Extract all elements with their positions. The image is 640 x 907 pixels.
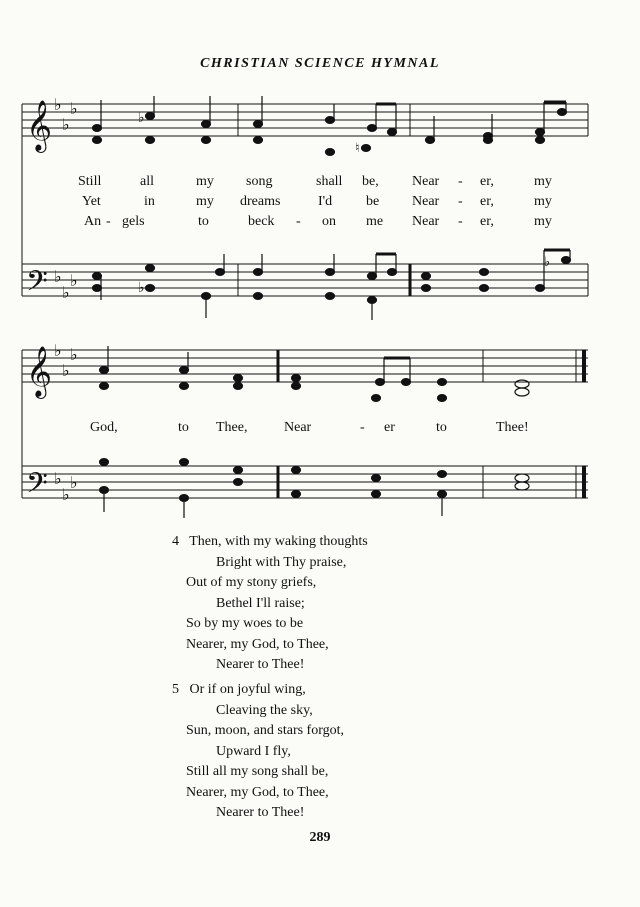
svg-text:♭: ♭ bbox=[54, 341, 62, 360]
lyric-word: beck bbox=[248, 214, 275, 229]
lyric-word: - bbox=[458, 174, 463, 189]
verse-line: Sun, moon, and stars forgot, bbox=[186, 723, 345, 738]
verse-line: Still all my song shall be, bbox=[186, 764, 329, 779]
svg-text:♭: ♭ bbox=[70, 473, 78, 492]
bass-clef-icon: 𝄢 bbox=[26, 265, 48, 305]
treble-clef-icon: 𝄞 bbox=[26, 100, 53, 151]
verse-line: Nearer, my God, to Thee, bbox=[186, 636, 329, 652]
verse-line: Then, with my waking thoughts bbox=[189, 534, 368, 549]
lyric-word: my bbox=[534, 214, 552, 229]
verse-line: Nearer to Thee! bbox=[216, 805, 305, 820]
verse-4 bbox=[172, 532, 368, 676]
lyric-word: - bbox=[458, 214, 463, 229]
verse-line: Nearer, my God, to Thee, bbox=[186, 784, 329, 800]
verse-number: 5 bbox=[172, 682, 179, 697]
treble-clef-icon: 𝄞 bbox=[26, 346, 53, 397]
verse-line: Bethel I'll raise; bbox=[216, 595, 305, 611]
lyric-word: all bbox=[140, 174, 154, 189]
verse-line: Or if on joyful wing, bbox=[189, 682, 306, 697]
lyric-word: shall bbox=[316, 174, 343, 189]
lyric-word: my bbox=[196, 194, 214, 209]
lyric-word: to bbox=[198, 214, 209, 229]
lyric-word: to bbox=[178, 420, 189, 435]
lyric-word: er, bbox=[480, 174, 494, 189]
lyric-word: be bbox=[366, 194, 380, 209]
lyric-word: Still bbox=[78, 174, 102, 189]
lyric-word: God, bbox=[90, 420, 118, 435]
lyric-word: - bbox=[458, 194, 463, 209]
lyric-word: my bbox=[196, 174, 214, 189]
page-number: 289 bbox=[309, 830, 331, 845]
lyric-word: I'd bbox=[318, 194, 333, 209]
lyric-word: on bbox=[322, 214, 336, 229]
verse-5 bbox=[172, 680, 345, 824]
lyric-word: er, bbox=[480, 194, 494, 209]
verse-line: Cleaving the sky, bbox=[216, 702, 313, 718]
svg-text:♭: ♭ bbox=[70, 99, 78, 118]
lyric-word: dreams bbox=[240, 194, 281, 209]
lyric-word: be, bbox=[362, 174, 379, 189]
lyric-word: in bbox=[144, 194, 155, 209]
lyric-word: - bbox=[296, 214, 301, 229]
svg-text:♭: ♭ bbox=[70, 271, 78, 290]
svg-text:♮: ♮ bbox=[355, 141, 360, 156]
lyric-word: Near bbox=[284, 420, 312, 435]
svg-text:♭: ♭ bbox=[54, 469, 62, 488]
lyric-word: er, bbox=[480, 214, 494, 229]
lyric-word: - bbox=[360, 420, 365, 435]
lyric-word: Thee, bbox=[216, 420, 248, 435]
lyric-word: to bbox=[436, 420, 447, 435]
lyric-word: - bbox=[106, 214, 111, 229]
treble-staff-1 bbox=[22, 104, 588, 136]
lyric-word: my bbox=[534, 194, 552, 209]
lyric-word: Near bbox=[412, 174, 440, 189]
lyric-word: my bbox=[534, 174, 552, 189]
svg-text:♭: ♭ bbox=[54, 267, 62, 286]
svg-text:♭: ♭ bbox=[544, 255, 551, 270]
lyric-word: song bbox=[246, 174, 273, 189]
svg-text:♭: ♭ bbox=[62, 485, 70, 504]
page-header: CHRISTIAN SCIENCE HYMNAL bbox=[200, 56, 440, 71]
verse-line: So by my woes to be bbox=[186, 616, 304, 631]
bass-clef-icon: 𝄢 bbox=[26, 467, 48, 507]
lyric-word: Thee! bbox=[496, 420, 529, 435]
lyric-word: gels bbox=[122, 214, 145, 229]
svg-text:♭: ♭ bbox=[62, 361, 70, 380]
svg-text:♭: ♭ bbox=[62, 115, 70, 134]
svg-text:♭: ♭ bbox=[62, 283, 70, 302]
lyric-word: Near bbox=[412, 194, 440, 209]
svg-text:♭: ♭ bbox=[138, 110, 145, 126]
lyric-word: er bbox=[384, 420, 395, 435]
verse-line: Bright with Thy praise, bbox=[216, 554, 347, 570]
verse-line: Nearer to Thee! bbox=[216, 657, 305, 672]
svg-text:♭: ♭ bbox=[70, 345, 78, 364]
lyric-word: me bbox=[366, 214, 384, 229]
verse-number: 4 bbox=[172, 534, 179, 549]
verse-line: Upward I fly, bbox=[216, 743, 291, 759]
lyric-word: Near bbox=[412, 214, 440, 229]
lyric-word: Yet bbox=[82, 194, 101, 209]
bass-staff-1 bbox=[22, 264, 588, 296]
treble-staff-2 bbox=[22, 350, 588, 382]
verse-line: Out of my stony griefs, bbox=[186, 575, 317, 590]
lyric-word: An bbox=[84, 214, 102, 229]
svg-text:♭: ♭ bbox=[54, 95, 62, 114]
svg-text:♭: ♭ bbox=[138, 280, 145, 296]
